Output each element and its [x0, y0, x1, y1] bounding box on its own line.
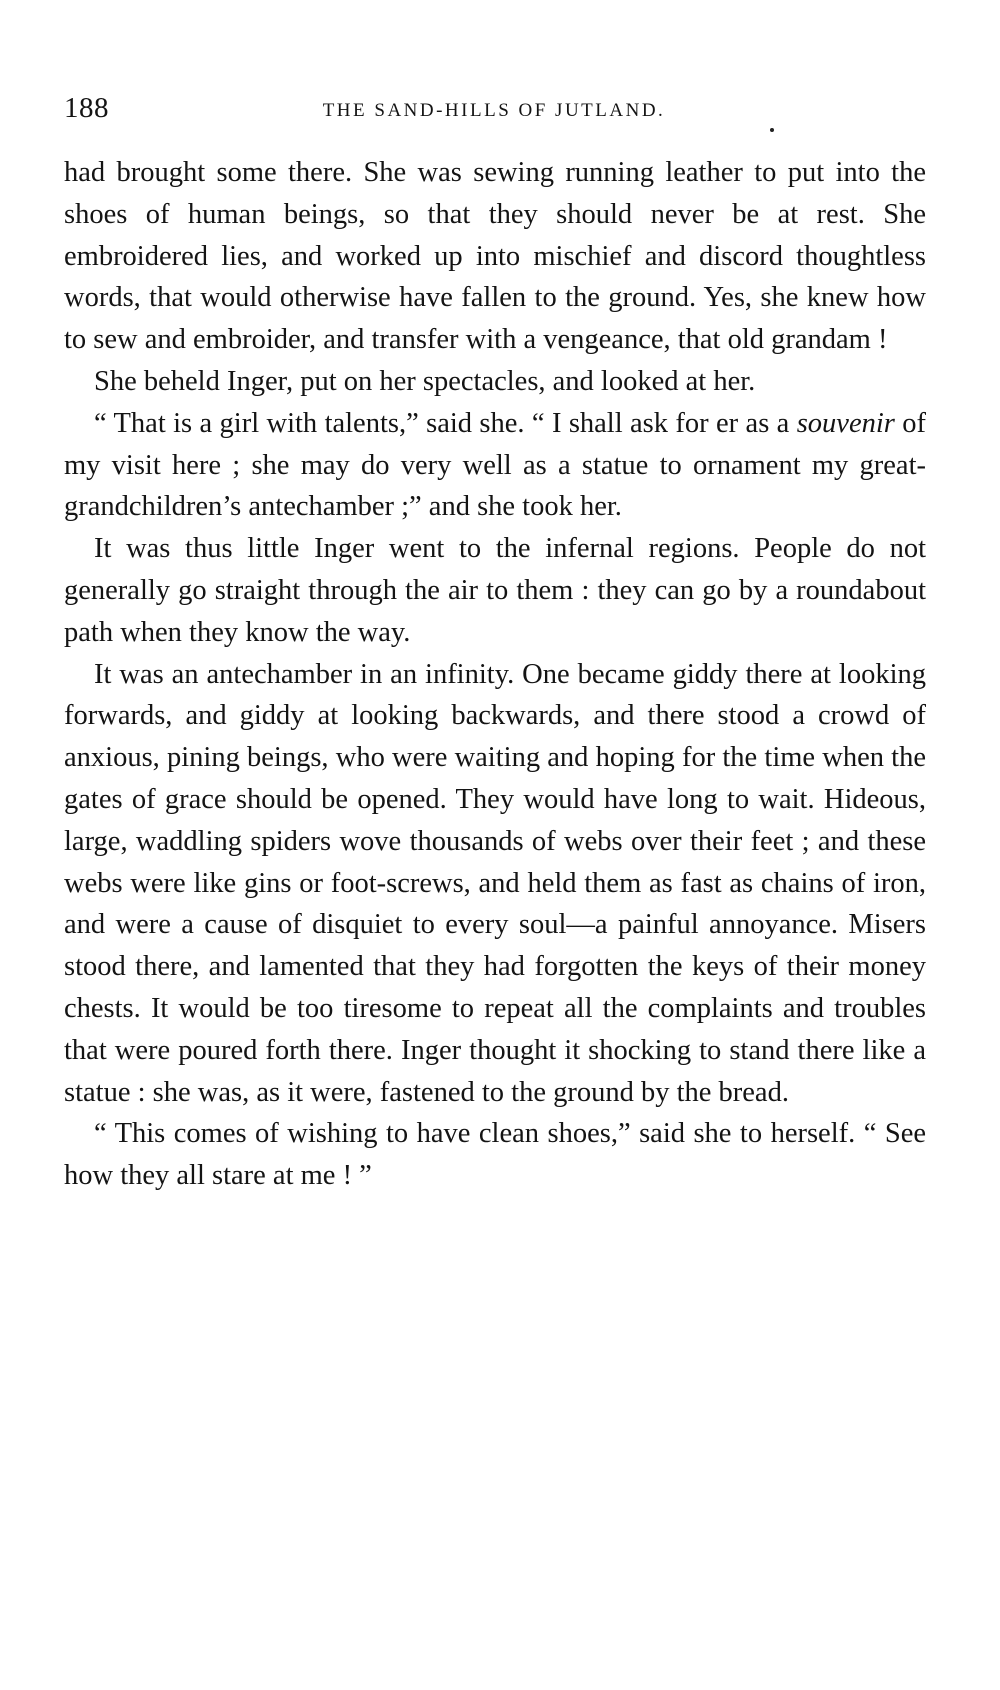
paragraph-3 — [64, 403, 926, 528]
page-number: 188 — [64, 92, 109, 124]
page-header — [64, 92, 924, 132]
body-text — [64, 152, 926, 1197]
paragraph-4: It was thus little Inger went to the infernal regions. People do not generally go straight through the air to them : they can go by a roundabout path when they know the way. — [64, 533, 926, 648]
souvenir-emphasis: souvenir — [796, 407, 895, 439]
paragraph-1: had brought some there. She was sewing running leather to put into the shoes of human beings, so that they should never be at rest. She embroidered lies, and worked up into mischief and discord thoughtless words, that would otherwise have fallen to the ground. Yes, she knew how to sew and embroider, and transfer with a vengeance, that old grandam ! — [64, 157, 926, 356]
paragraph-2: She beheld Inger, put on her spectacles, and looked at her. — [94, 365, 756, 397]
paragraph-3-text-after: of my visit here ; she may do very well as a statue to ornament my great-grandchildren’s antechamber ;” and she took her. — [64, 407, 926, 523]
paragraph-5: It was an antechamber in an infinity. One became giddy there at looking forwards, and giddy at looking backwards, and there stood a crowd of anxious, pining beings, who were waiting and hoping for the time when the gates of grace should be opened. They would have long to wait. Hideous, large, waddling spiders wove thousands of webs over their feet ; and these webs were like gins or foot-screws, and held them as fast as chains of iron, and were a cause of disquiet to every soul—a painful annoyance. Misers stood there, and lamented that they had forgotten the keys of their money chests. It would be too tiresome to repeat all the complaints and troubles that were poured forth there. Inger thought it shocking to stand there like a statue : she was, as it were, fastened to the ground by the bread. — [64, 658, 926, 1108]
paragraph-3-text-before: “ That is a girl with talents,” said she. “ I shall ask for er as a — [94, 407, 797, 439]
running-title: THE SAND-HILLS OF JUTLAND. — [322, 100, 666, 121]
ink-speck — [770, 128, 774, 132]
paragraph-6: “ This comes of wishing to have clean shoes,” said she to herself. “ See how they all stare at me ! ” — [64, 1118, 926, 1192]
